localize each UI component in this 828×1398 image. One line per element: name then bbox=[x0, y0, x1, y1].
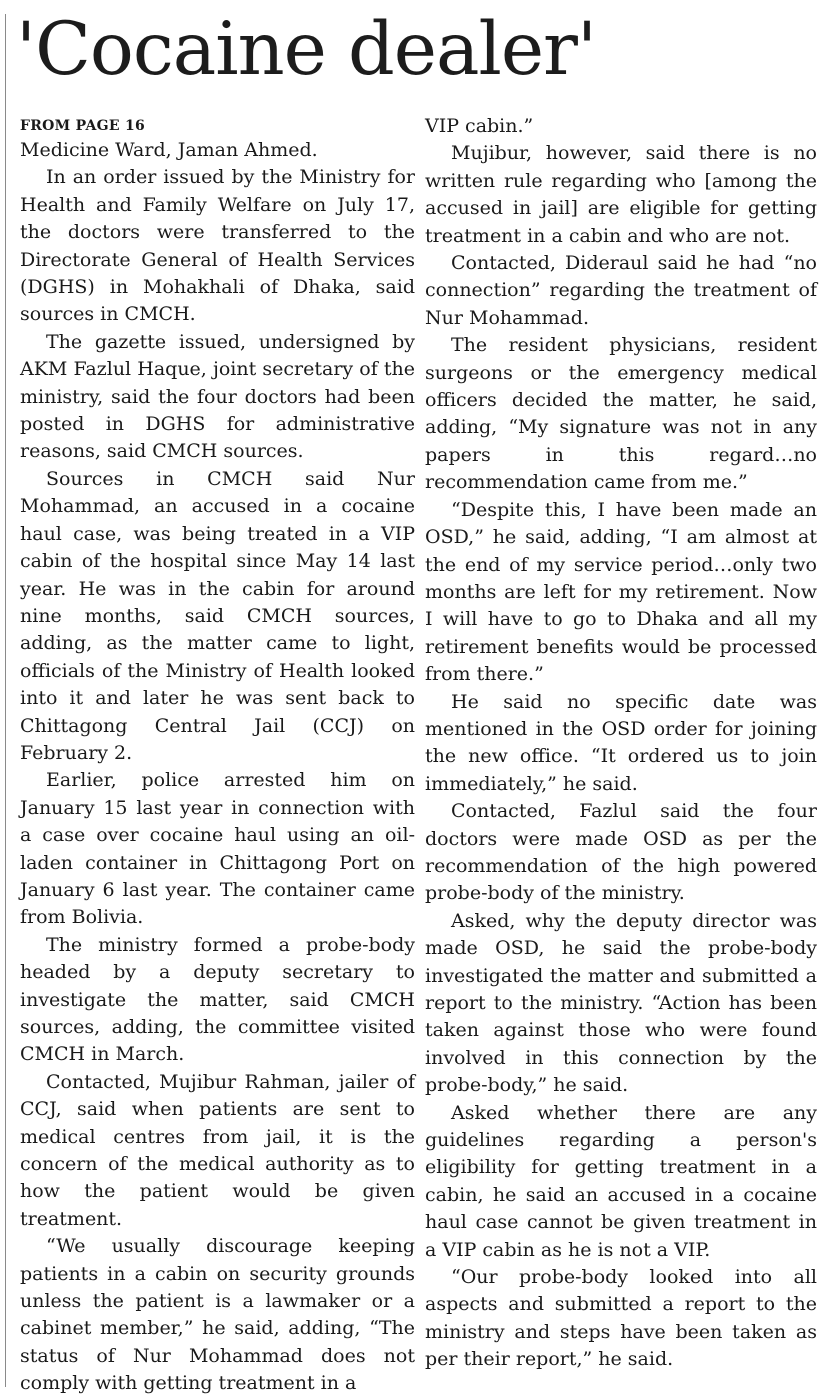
paragraph: He said no specific date was mentioned in the OSD order for joining the new office. “It ordered us to join immediately,” he said. bbox=[425, 690, 817, 795]
paragraph: Sources in CMCH said Nur Mohammad, an accused in a cocaine haul case, was being treated in a VIP cabin of the hospital since May 14 last year. He was in the cabin for around nine months, said CMCH sources, adding, as the matter came to light, officials of the Ministry of Health looked into it and later he was sent back to Chittagong Central Jail (CCJ) on February 2. bbox=[20, 467, 415, 764]
paragraph: The ministry formed a probe-body headed by a deputy secretary to investigate the matter, said CMCH sources, adding, the committee visited CMCH in March. bbox=[20, 933, 415, 1066]
headline: 'Cocaine dealer' bbox=[16, 7, 597, 92]
paragraph: Contacted, Mujibur Rahman, jailer of CCJ, said when patients are sent to medical centres from jail, it is the concern of the medical authority as to how the patient would be given treatment. bbox=[20, 1070, 415, 1230]
paragraph: Mujibur, however, said there is no written rule regarding who [among the accused in jail] are eligible for getting treatment in a cabin and who are not. bbox=[425, 142, 817, 247]
column-rule bbox=[5, 14, 6, 1387]
paragraph: “We usually discourage keeping patients in a cabin on security grounds unless the patient is a lawmaker or a cabinet member,” he said, adding, “The status of Nur Mohammad does not comply with getting treatment in a bbox=[20, 1235, 415, 1395]
paragraph: “Despite this, I have been made an OSD,” he said, adding, “I am almost at the end of my service period…only two months are left for my retirement. Now I will have to go to Dhaka and all my retirement benefits would be processed from there.” bbox=[425, 498, 817, 686]
paragraph: VIP cabin.” bbox=[425, 115, 534, 137]
paragraph: Earlier, police arrested him on January 15 last year in connection with a case over cocaine haul using an oil-laden container in Chittagong Port on January 6 last year. The container came from Bolivia. bbox=[20, 769, 415, 929]
paragraph: Contacted, Dideraul said he had “no connection” regarding the treatment of Nur Mohammad. bbox=[425, 252, 817, 329]
article-column-left bbox=[20, 113, 415, 1398]
paragraph: Asked, why the deputy director was made OSD, he said the probe-body investigated the matter and submitted a report to the ministry. “Action has been taken against those who were found involved in this connection by the probe-body,” he said. bbox=[425, 909, 817, 1097]
jump-line: FROM PAGE 16 bbox=[20, 118, 146, 134]
paragraph: Medicine Ward, Jaman Ahmed. bbox=[20, 139, 318, 161]
paragraph: “Our probe-body looked into all aspects and submitted a report to the ministry and steps have been taken as per their report,” he said. bbox=[425, 1266, 817, 1371]
paragraph: The resident physicians, resident surgeons or the emergency medical officers decided the matter, he said, adding, “My signature was not in any papers in this regard…no recommendation came from me.” bbox=[425, 334, 817, 494]
paragraph: Asked whether there are any guidelines regarding a person's eligibility for getting treatment in a cabin, he said an accused in a cocaine haul case cannot be given treatment in a VIP cabin as he is not a VIP. bbox=[425, 1101, 817, 1261]
article-column-right bbox=[425, 113, 817, 1374]
paragraph: In an order issued by the Ministry for Health and Family Welfare on July 17, the doctors were transferred to the Directorate General of Health Services (DGHS) in Mohakhali of Dhaka, said sources in CMCH. bbox=[20, 166, 415, 326]
paragraph: Contacted, Fazlul said the four doctors were made OSD as per the recommendation of the high powered probe-body of the ministry. bbox=[425, 800, 817, 905]
paragraph: The gazette issued, undersigned by AKM Fazlul Haque, joint secretary of the ministry, said the four doctors had been posted in DGHS for administrative reasons, said CMCH sources. bbox=[20, 330, 415, 463]
